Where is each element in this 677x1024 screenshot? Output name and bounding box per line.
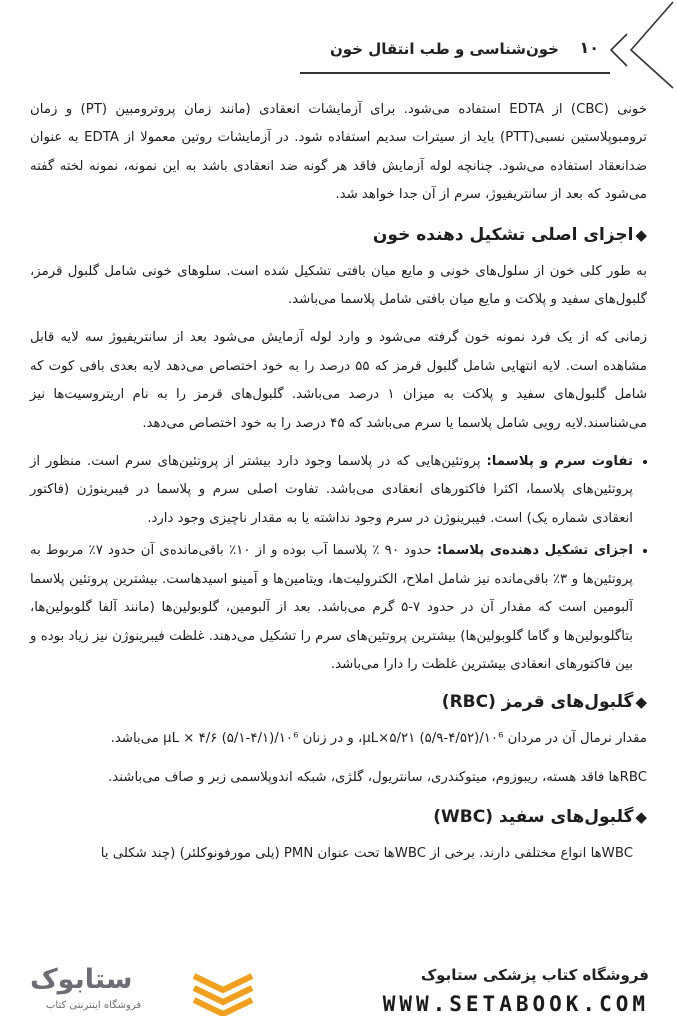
- store-name: فروشگاه کتاب پزشکی ستابوک: [420, 966, 649, 984]
- running-header-title: خون‌شناسی و طب انتقال خون: [329, 40, 559, 58]
- intro-paragraph: خونی (CBC) از EDTA استفاده می‌شود. برای آزمایشات انعقادی (مانند زمان پروترومبین (PT) و زمان ترومبوپلاستین نسبی(PTT) باید از سیترات سدیم استفاده شود. در آزمایشات روتین معمولا از EDTA به عنوان ضدانعقاد استفاده می‌شود. چنانچه لوله آزمایش فاقد هر گونه ضد انعقادی باشد به این نمونه، نمونه لخته گفته می‌شود که بعد از سانتریفیوژ، سرم از آن جدا خواهد شد.: [30, 102, 647, 203]
- paragraph: RBCها فاقد هسته، ریبوزوم، میتوکندری، سانتریول، گلژی، شبکه اندوپلاسمی زبر و صاف می‌باشند.: [108, 769, 647, 785]
- paragraph: به طور کلی خون از سلول‌های خونی و مایع میان بافتی تشکیل شده است. سلوهای خونی شامل گلبول قرمز، گلبول‌های سفید و پلاکت و مایع میان بافتی شامل پلاسما می‌باشد.: [30, 263, 647, 308]
- paragraph: مقدار نرمال آن در مردان ۱۰⁶/µL×۵/۲۱ (۵/۹-۴/۵۲)، و در زنان ۱۰⁶/µL × ۴/۶ (۵/۱-۴/۱) می‌باشد.: [110, 731, 647, 747]
- section-heading-blood-components: ◆اجزای اصلی تشکیل دهنده خون: [372, 224, 647, 245]
- diamond-icon: ◆: [635, 225, 647, 244]
- list-item: • WBCها انواع مختلفی دارند. برخی از WBCها تحت عنوان PMN (پلی مورفونوکلئر) (چند شکلی یا: [30, 840, 633, 860]
- logo-subtext: فروشگاه اینترنتی کتاب: [46, 1000, 142, 1011]
- header-rule: [300, 72, 610, 74]
- diamond-icon: ◆: [635, 693, 647, 712]
- page-number: ۱۰: [579, 38, 599, 57]
- paragraph: زمانی که از یک فرد نمونه خون گرفته می‌شود و وارد لوله آزمایش می‌شود بعد از سانتریفیوژ سه لایه قابل مشاهده است. لایه انتهایی شامل گلبول قرمز که ۵۵ درصد را به خود اختصاص می‌دهد لایه بعدی بافی کوت که شامل گلبول‌های سفید و پلاکت به میزان ۱ درصد می‌باشد. گلبول‌های قرمز را به نام اریتروسیت‌ها نیز می‌شناسند.لایه رویی شامل پلاسما یا سرم می‌باشد که ۴۵ درصد را به خود اختصاص می‌دهد.: [30, 330, 648, 431]
- setabook-logo-icon: [190, 966, 256, 1016]
- chevron-decoration-icon: [597, 0, 677, 90]
- store-url[interactable]: WWW.SETABOOK.COM: [382, 992, 649, 1016]
- page-content: [30, 96, 647, 868]
- section-heading-rbc: ◆گلبول‌های قرمز (RBC): [441, 692, 647, 713]
- list-item: • تفاوت سرم و پلاسما: پروتئین‌هایی که در پلاسما وجود دارد بیشتر از پروتئین‌های سرم است. منظور از پروتئین‌های پلاسما، اکثرا فاکتورهای انعقادی می‌باشد. تفاوت اصلی سرم و پلاسما در فیبرینوژن (فاکتور انعقادی شماره یک) است. فیبرینوژن در سرم وجود نداشته یا به مقدار ناچیزی وجود دارد.: [30, 448, 633, 533]
- bullet-list: [30, 448, 647, 679]
- list-item: • اجزای تشکیل دهنده‌ی پلاسما: حدود ۹۰ ٪ پلاسما آب بوده و از ۱۰٪ باقی‌مانده‌ی آن حدود ۷٪ مربوط به پروتئین‌ها و ۳٪ باقی‌مانده نیز شامل املاح، الکترولیت‌ها، ویتامین‌ها و آمینو اسیدهاست. بیشترین پروتئین پلاسما آلبومین است که مقدار آن در حدود ۷-۵ گرم می‌باشد. بعد از آلبومین، گلوبولین‌ها (مانند آلفا گلوبولین‌ها، بتاگلوبولین‌ها و گاما گلوبولین‌ها) بیشترین پروتئین‌های سرم را تشکیل می‌دهند. غلظت فیبرینوژن نیز زیاد بوده و بین فاکتورهای انعقادی بیشترین غلظت را دارا می‌باشد.: [30, 537, 633, 679]
- logo-wordmark: ستابوک: [30, 964, 133, 995]
- diamond-icon: ◆: [635, 808, 647, 827]
- section-heading-wbc: ◆گلبول‌های سفید (WBC): [433, 807, 647, 828]
- bullet-list: [30, 840, 647, 860]
